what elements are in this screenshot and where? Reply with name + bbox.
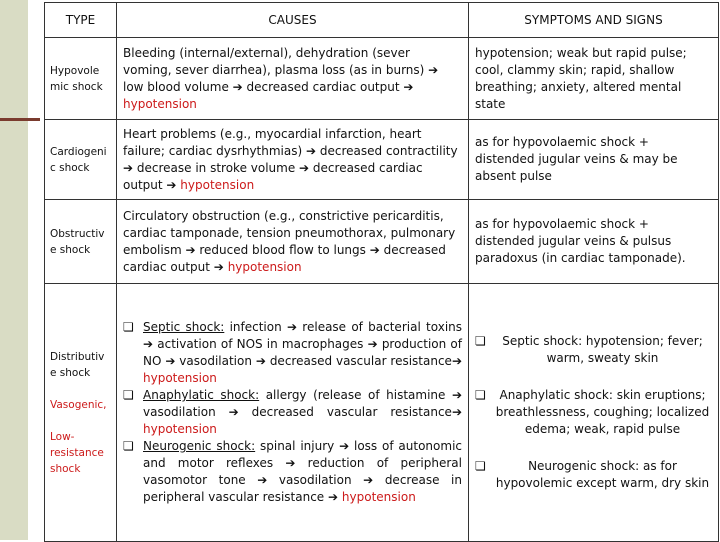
right-arrow-icon: ➔: [339, 439, 350, 453]
header-row: [45, 3, 719, 38]
list-item: ❏ Neurogenic shock: as for hypovolemic except warm, dry skin: [475, 458, 712, 492]
right-arrow-icon: ➔: [285, 456, 296, 470]
causes-cell: Bleeding (internal/external), dehydration (sever voming, sever diarrhea), plasma loss (as in burns) ➔ low blood volume ➔ decreased cardiac output ➔ hypotension: [117, 38, 469, 120]
right-arrow-icon: ➔: [228, 405, 239, 419]
side-decoration-line: [0, 118, 40, 121]
right-arrow-icon: ➔: [367, 337, 378, 351]
shock-types-table: [44, 2, 719, 542]
right-arrow-icon: ➔: [185, 242, 196, 257]
hypotension-label: hypotension: [143, 422, 217, 436]
right-arrow-icon: ➔: [123, 160, 134, 175]
table-row-obstructive: [45, 200, 719, 284]
right-arrow-icon: ➔: [451, 388, 463, 402]
hypotension-label: hypotension: [143, 371, 217, 385]
causes-cell: Heart problems (e.g., myocardial infarction, heart failure; cardiac dysrhythmias) ➔ decreased contractility ➔ decrease in stroke volume ➔ decreased cardiac output ➔ hypotension: [117, 120, 469, 200]
symptoms-list: [475, 333, 712, 492]
list-item-septic: ❏ Septic shock: infection ➔ release of bacterial toxins ➔ activation of NOS in macrophages ➔ production of NO ➔ vasodilation ➔ decreased vascular resistance➔ hypotension: [123, 319, 462, 387]
right-arrow-icon: ➔: [232, 79, 243, 94]
right-arrow-icon: ➔: [257, 473, 268, 487]
right-arrow-icon: ➔: [255, 354, 266, 368]
list-item: ❏ Anaphylatic shock: skin eruptions; breathlessness, coughing; localized edema; weak, rapid pulse: [475, 387, 712, 438]
causes-list: [123, 319, 462, 506]
right-arrow-icon: ➔: [299, 160, 310, 175]
causes-cell: [117, 284, 469, 542]
symptoms-cell: as for hypovolaemic shock + distended jugular veins & may be absent pulse: [469, 120, 719, 200]
table-row-cardiogenic: [45, 120, 719, 200]
right-arrow-icon: ➔: [165, 354, 176, 368]
hypotension-label: hypotension: [341, 490, 416, 504]
right-arrow-icon: ➔: [363, 473, 374, 487]
symptoms-cell: [469, 284, 719, 542]
type-low-resistance: Low-resistance shock: [50, 430, 104, 475]
right-arrow-icon: ➔: [213, 259, 224, 274]
right-arrow-icon: ➔: [166, 177, 177, 192]
list-item: ❏ Septic shock: hypotension; fever; warm, sweaty skin: [475, 333, 712, 367]
right-arrow-icon: ➔: [403, 79, 414, 94]
type-cell: [45, 284, 117, 542]
type-cell: Hypovole mic shock: [45, 38, 117, 120]
symptoms-cell: as for hypovolaemic shock + distended jugular veins & pulsus paradoxus (in cardiac tamponade).: [469, 200, 719, 284]
right-arrow-icon: ➔: [286, 320, 298, 334]
header-symptoms: SYMPTOMS AND SIGNS: [469, 3, 719, 38]
header-causes: CAUSES: [117, 3, 469, 38]
type-cell: Cardiogeni c shock: [45, 120, 117, 200]
type-vasogenic: Vasogenic,: [50, 398, 107, 411]
right-arrow-icon: ➔: [328, 490, 339, 504]
right-arrow-icon: ➔: [306, 143, 317, 158]
right-arrow-icon: ➔: [451, 405, 462, 419]
causes-cell: Circulatory obstruction (e.g., constrictive pericarditis, cardiac tamponade, tension pneumothorax, pulmonary embolism ➔ reduced blood flow to lungs ➔ decreased cardiac output ➔ hypotension: [117, 200, 469, 284]
symptoms-cell: hypotension; weak but rapid pulse; cool, clammy skin; rapid, shallow breathing; anxiety, altered mental state: [469, 38, 719, 120]
hypotension-label: hypotension: [227, 259, 302, 274]
table-row-hypovolemic: [45, 38, 719, 120]
list-item-anaphylactic: ❏ Anaphylatic shock: allergy (release of histamine ➔ vasodilation ➔ decreased vascular resistance➔ hypotension: [123, 387, 462, 438]
side-decoration-band: [0, 0, 28, 540]
hypotension-label: hypotension: [180, 177, 255, 192]
type-distributive: Distributiv e shock: [50, 350, 105, 379]
header-type: TYPE: [45, 3, 117, 38]
right-arrow-icon: ➔: [143, 337, 154, 351]
right-arrow-icon: ➔: [369, 242, 380, 257]
list-item-neurogenic: ❏ Neurogenic shock: spinal injury ➔ loss of autonomic and motor reflexes ➔ reduction of peripheral vasomotor tone ➔ vasodilation ➔ decrease in peripheral vascular resistance ➔ hypotension: [123, 438, 462, 506]
right-arrow-icon: ➔: [428, 62, 439, 77]
right-arrow-icon: ➔: [451, 354, 462, 368]
type-cell: Obstructiv e shock: [45, 200, 117, 284]
hypotension-label: hypotension: [123, 96, 197, 111]
table-row-distributive: [45, 284, 719, 542]
